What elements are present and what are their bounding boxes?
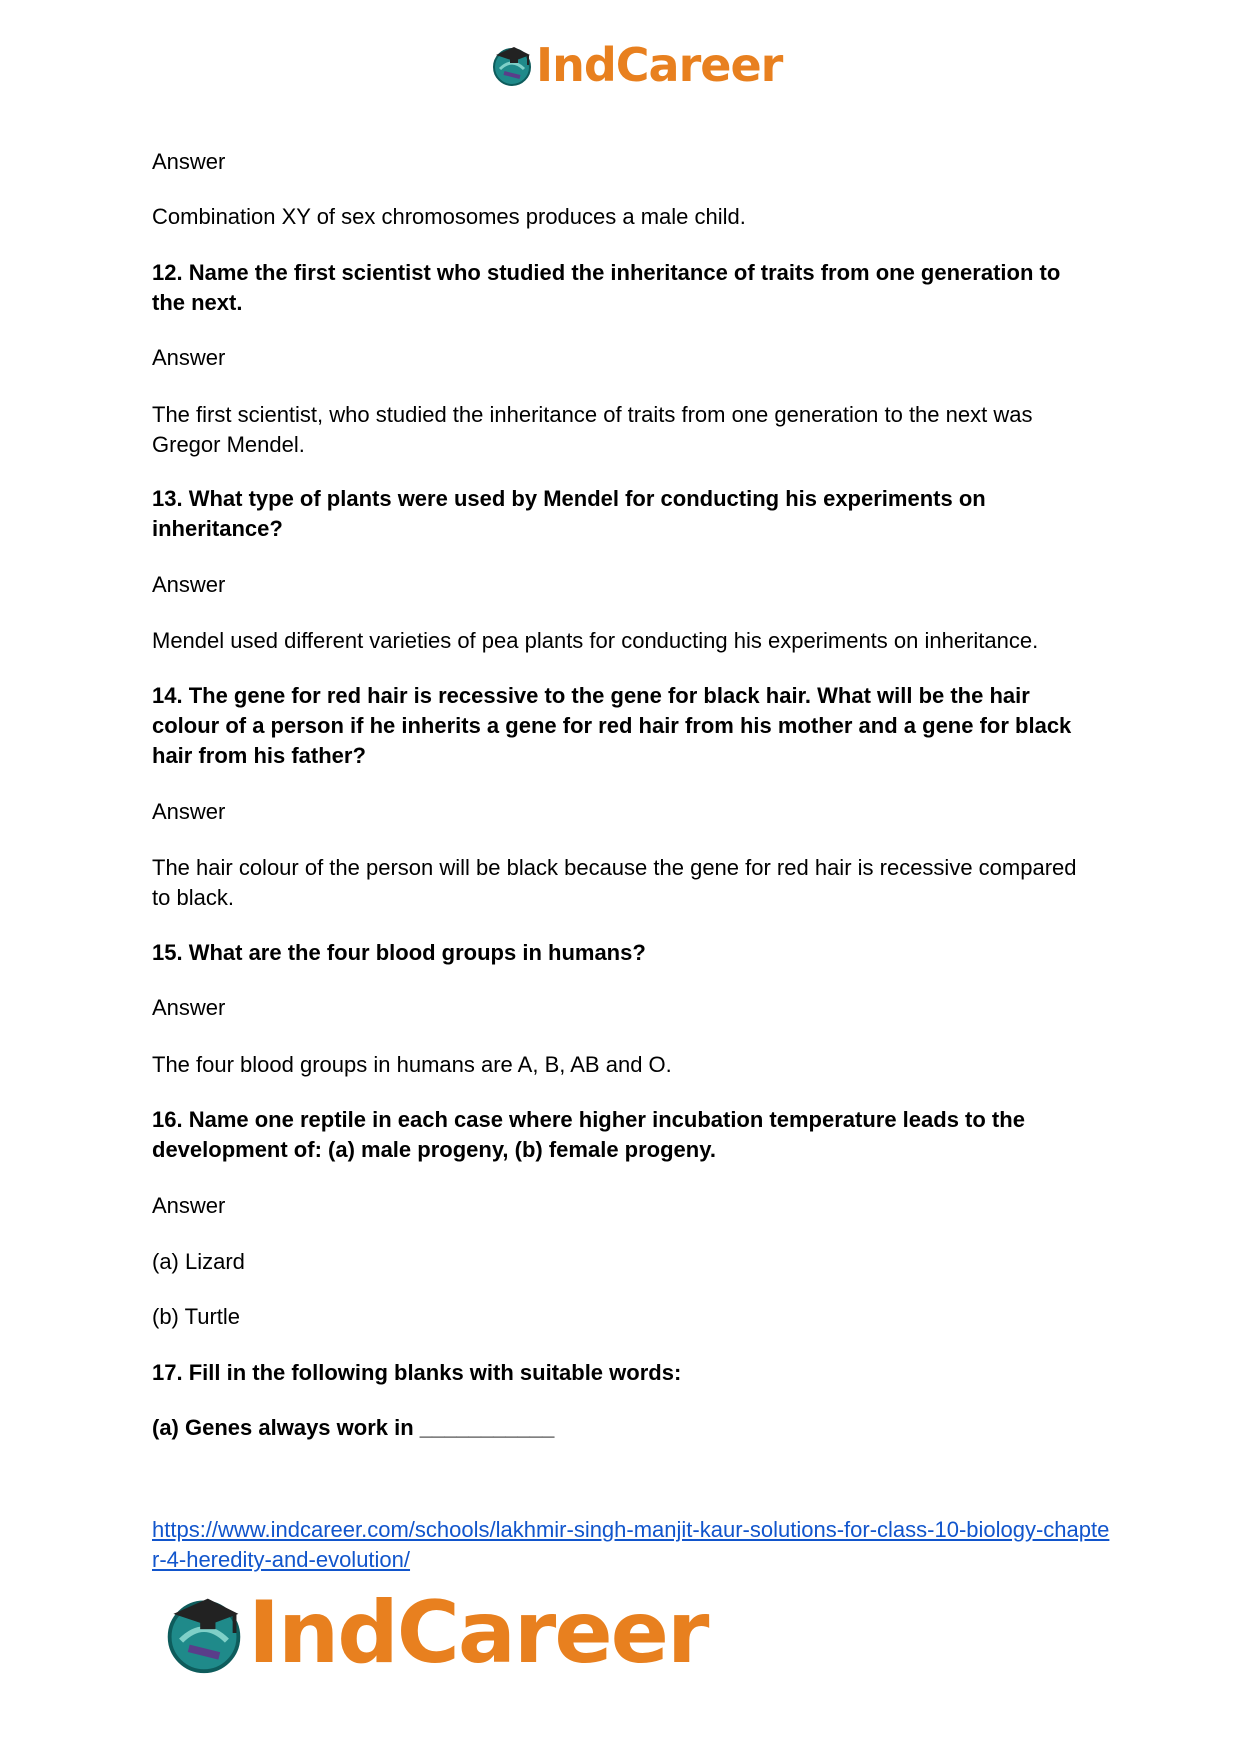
answer-text: Mendel used different varieties of pea plants for conducting his experiments on inheritance. xyxy=(152,628,1039,653)
question-15: 15. What are the four blood groups in humans? xyxy=(152,940,646,965)
header-logo xyxy=(490,38,783,92)
logo-wordmark: IndCareer xyxy=(248,1583,708,1683)
source-link[interactable]: https://www.indcareer.com/schools/lakhmir-singh-manjit-kaur-solutions-for-class-10-biology-chapter-4-heredity-and-evolution/ xyxy=(152,1517,1110,1572)
question-16: 16. Name one reptile in each case where higher incubation temperature leads to the development of: (a) male progeny, (b) female progeny. xyxy=(152,1107,1025,1162)
answer-text: The first scientist, who studied the inheritance of traits from one generation to the next was Gregor Mendel. xyxy=(152,402,1033,457)
logo-wordmark: IndCareer xyxy=(536,38,783,92)
answer-text: The four blood groups in humans are A, B, AB and O. xyxy=(152,1052,672,1077)
answer-label: Answer xyxy=(152,799,226,824)
question-17a: (a) Genes always work in ___________ xyxy=(152,1415,555,1440)
question-14: 14. The gene for red hair is recessive to the gene for black hair. What will be the hair colour of a person if he inherits a gene for red hair from his mother and a gene for black hair from his father? xyxy=(152,683,1072,768)
answer-label: Answer xyxy=(152,572,226,597)
question-13: 13. What type of plants were used by Mendel for conducting his experiments on inheritance? xyxy=(152,486,986,541)
answer-label: Answer xyxy=(152,345,226,370)
footer-logo xyxy=(162,1583,708,1683)
question-17: 17. Fill in the following blanks with suitable words: xyxy=(152,1360,682,1385)
question-12: 12. Name the first scientist who studied the inheritance of traits from one generation to the next. xyxy=(152,260,1061,315)
graduation-globe-icon xyxy=(490,43,534,87)
answer-text: Combination XY of sex chromosomes produces a male child. xyxy=(152,204,746,229)
answer-text: (b) Turtle xyxy=(152,1304,241,1329)
answer-text: (a) Lizard xyxy=(152,1249,245,1274)
graduation-globe-icon xyxy=(162,1591,246,1675)
answer-text: The hair colour of the person will be black because the gene for red hair is recessive compared to black. xyxy=(152,855,1077,910)
answer-label: Answer xyxy=(152,149,226,174)
answer-label: Answer xyxy=(152,995,226,1020)
answer-label: Answer xyxy=(152,1193,226,1218)
